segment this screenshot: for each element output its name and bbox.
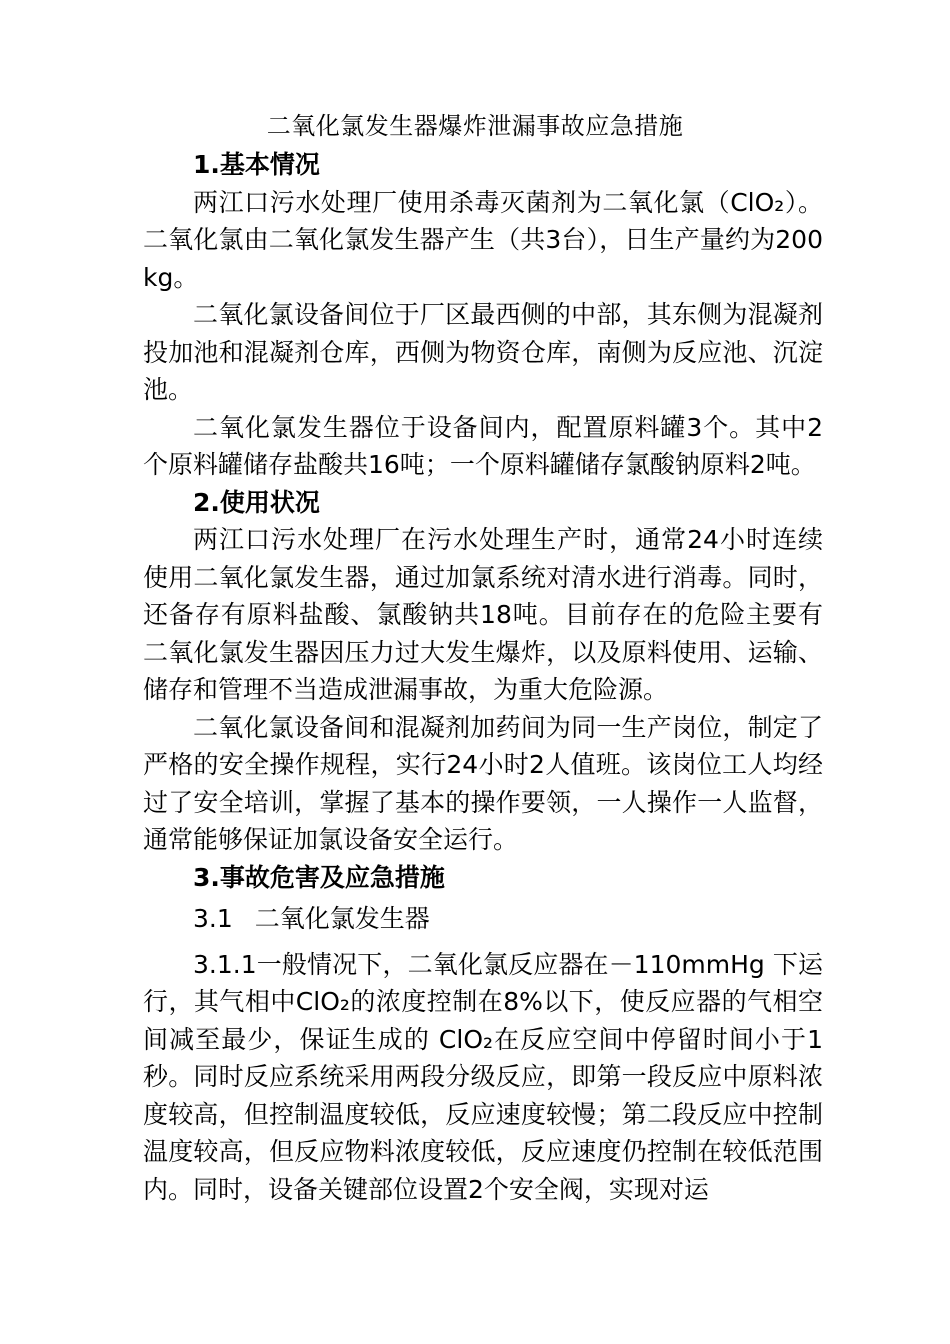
paragraph: 3.1.1一般情况下，二氧化氯反应器在－110mmHg 下运行，其气相中ClO₂的浓度控制在8%以下，使反应器的气相空间减至最少，保证生成的 ClO₂在反应空间中停留时间小于1秒。同时反应系统采用两段分级反应，即第一段反应中原料浓度较高，但控制温度较低，反应速度较慢；第二段反应中控制温度较高，但反应物料浓度较低，反应速度仍控制在较低范围内。同时，设备关键部位设置2个安全阀，实现对运 (143, 949, 823, 1204)
subsection-title: 二氧化氯发生器 (254, 904, 430, 933)
paragraph: 二氧化氯设备间位于厂区最西侧的中部，其东侧为混凝剂投加池和混凝剂仓库，西侧为物资仓库，南侧为反应池、沉淀池。 (143, 300, 823, 404)
subsection-heading (143, 900, 823, 938)
document-title: 二氧化氯发生器爆炸泄漏事故应急措施 (266, 112, 684, 140)
paragraph: 二氧化氯设备间和混凝剂加药间为同一生产岗位，制定了严格的安全操作规程，实行24小时2人值班。该岗位工人均经过了安全培训，掌握了基本的操作要领，一人操作一人监督，通常能够保证加氯设备安全运行。 (143, 712, 823, 854)
paragraph: 两江口污水处理厂在污水处理生产时，通常24小时连续使用二氧化氯发生器，通过加氯系统对清水进行消毒。同时，还备存有原料盐酸、氯酸钠共18吨。目前存在的危险主要有二氧化氯发生器因压力过大发生爆炸，以及原料使用、运输、储存和管理不当造成泄漏事故，为重大危险源。 (143, 525, 823, 704)
paragraph: 两江口污水处理厂使用杀毒灭菌剂为二氧化氯（ClO₂）。二氧化氯由二氧化氯发生器产生（共3台），日生产量约为200kg。 (143, 187, 823, 292)
section-heading-usage: 2.使用状况 (193, 487, 320, 517)
paragraph: 二氧化氯发生器位于设备间内，配置原料罐3个。其中2个原料罐储存盐酸共16吨；一个原料罐储存氯酸钠原料2吨。 (143, 412, 823, 479)
section-heading-hazards: 3.事故危害及应急措施 (193, 862, 445, 892)
section-heading-basic-info: 1.基本情况 (193, 150, 320, 179)
document-body (143, 146, 823, 1208)
subsection-number: 3.1 (193, 904, 233, 933)
